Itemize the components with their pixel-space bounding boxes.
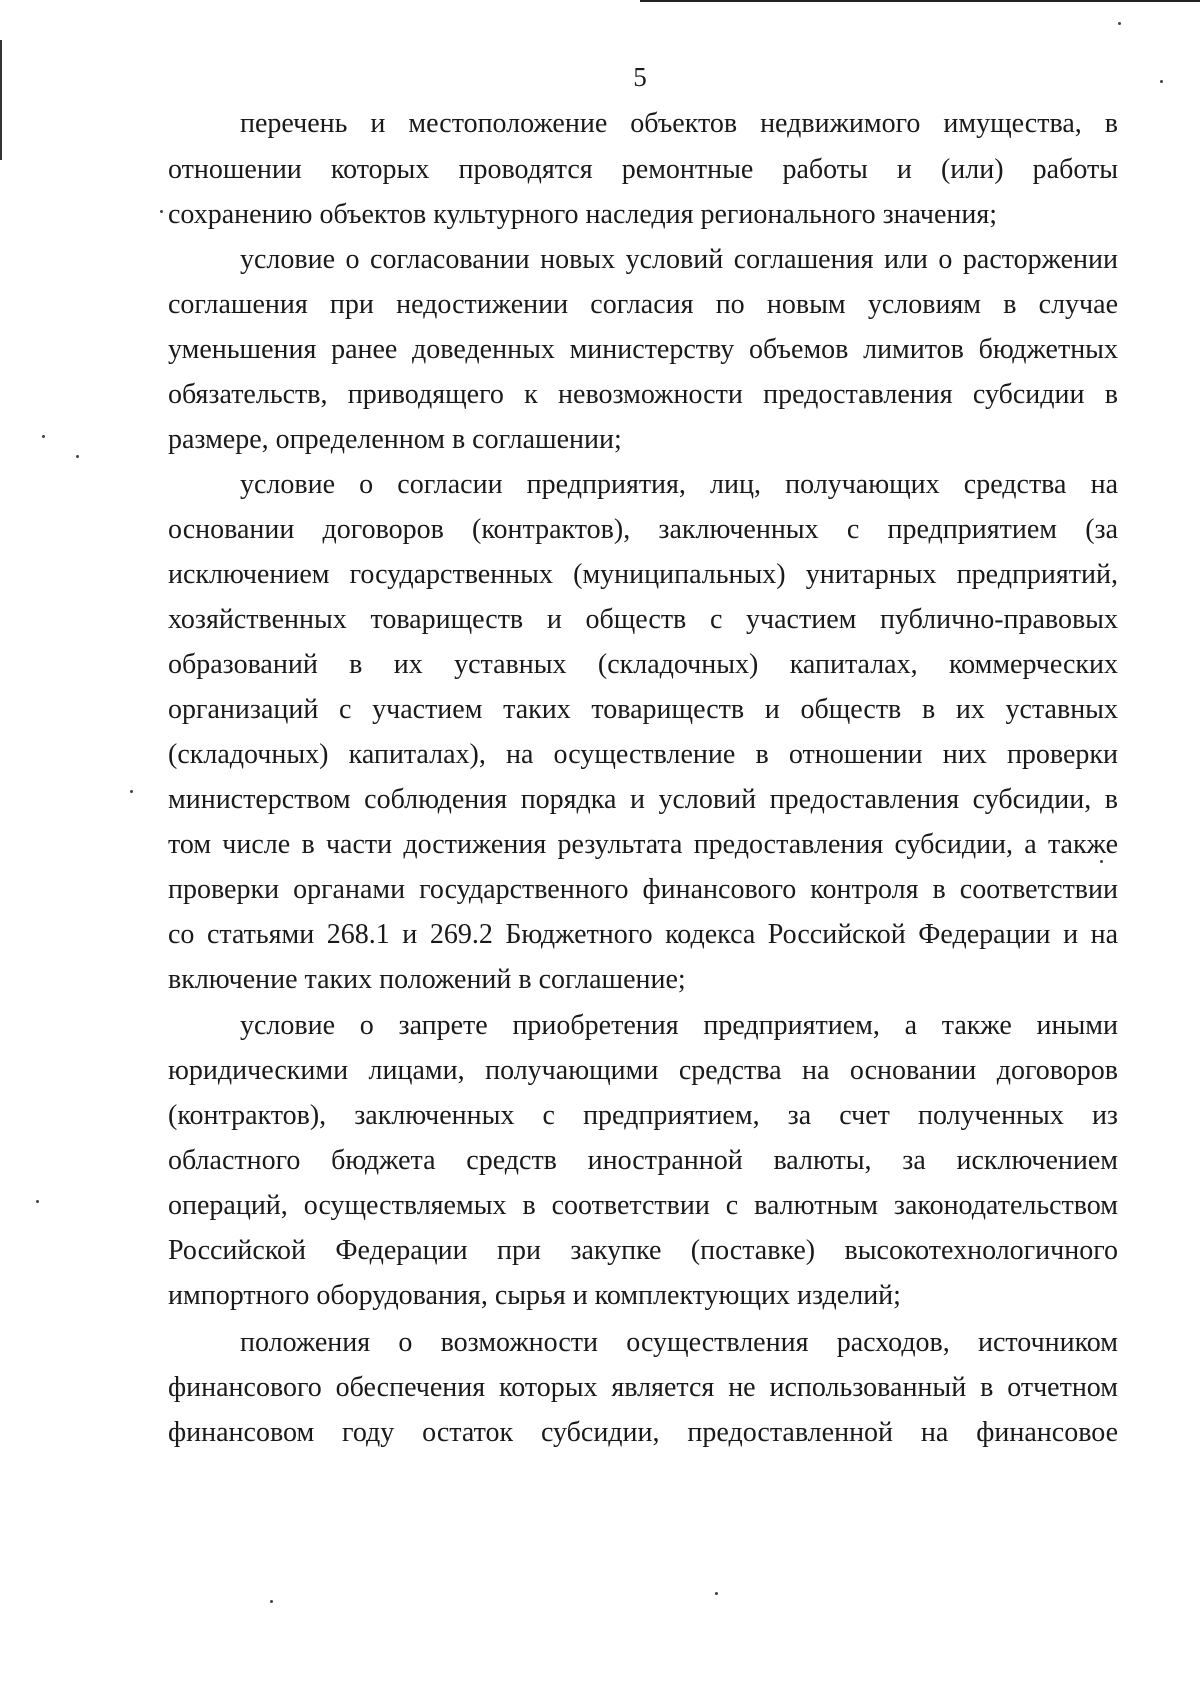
text-line: условие о согласии предприятия, лиц, получающих средства на bbox=[240, 469, 1118, 500]
text-line: юридическими лицами, получающими средства на основании договоров bbox=[168, 1055, 1118, 1086]
text-line: включение таких положений в соглашение; bbox=[168, 964, 686, 995]
scan-speck bbox=[42, 435, 45, 438]
scan-speck bbox=[715, 1592, 718, 1595]
text-line: условие о запрете приобретения предприятием, а также иными bbox=[240, 1010, 1118, 1041]
scan-speck bbox=[160, 210, 163, 213]
left-edge-mark bbox=[0, 40, 2, 160]
scan-speck bbox=[36, 1200, 39, 1203]
text-line: положения о возможности осуществления расходов, источником bbox=[240, 1327, 1118, 1358]
text-line: министерством соблюдения порядка и условий предоставления субсидии, в bbox=[168, 784, 1118, 815]
text-line: образований в их уставных (складочных) капиталах, коммерческих bbox=[168, 649, 1118, 680]
text-line: основании договоров (контрактов), заключенных с предприятием (за bbox=[168, 514, 1118, 545]
text-line: хозяйственных товариществ и обществ с участием публично-правовых bbox=[168, 604, 1118, 635]
scan-speck bbox=[1100, 860, 1103, 863]
scan-speck bbox=[76, 455, 79, 458]
text-line: финансовом году остаток субсидии, предоставленной на финансовое bbox=[168, 1417, 1118, 1448]
scan-speck bbox=[1160, 80, 1163, 83]
text-line: обязательств, приводящего к невозможности предоставления субсидии в bbox=[168, 379, 1118, 410]
scan-speck bbox=[130, 790, 133, 793]
text-line: Российской Федерации при закупке (поставке) высокотехнологичного bbox=[168, 1235, 1118, 1266]
text-line: перечень и местоположение объектов недвижимого имущества, в bbox=[240, 108, 1118, 139]
text-line: операций, осуществляемых в соответствии с валютным законодательством bbox=[168, 1190, 1118, 1221]
top-edge-rule bbox=[640, 0, 1200, 2]
text-line: уменьшения ранее доведенных министерству объемов лимитов бюджетных bbox=[168, 334, 1118, 365]
page-number: 5 bbox=[633, 62, 647, 92]
text-line: импортного оборудования, сырья и комплектующих изделий; bbox=[168, 1280, 901, 1311]
text-line: соглашения при недостижении согласия по новым условиям в случае bbox=[168, 289, 1118, 320]
scan-speck bbox=[1118, 22, 1121, 25]
text-line: организаций с участием таких товариществ и обществ в их уставных bbox=[168, 694, 1118, 725]
text-line: размере, определенном в соглашении; bbox=[168, 424, 622, 455]
text-line: со статьями 268.1 и 269.2 Бюджетного кодекса Российской Федерации и на bbox=[168, 919, 1118, 950]
text-line: (складочных) капиталах), на осуществление в отношении них проверки bbox=[168, 739, 1118, 770]
text-line: финансового обеспечения которых является не использованный в отчетном bbox=[168, 1372, 1118, 1403]
text-line: (контрактов), заключенных с предприятием, за счет полученных из bbox=[168, 1100, 1118, 1131]
text-line: отношении которых проводятся ремонтные работы и (или) работы bbox=[168, 154, 1118, 185]
text-line: исключением государственных (муниципальных) унитарных предприятий, bbox=[168, 559, 1118, 590]
text-line: том числе в части достижения результата предоставления субсидии, а также bbox=[168, 829, 1118, 860]
text-line: условие о согласовании новых условий соглашения или о расторжении bbox=[240, 244, 1118, 275]
text-line: проверки органами государственного финансового контроля в соответствии bbox=[168, 874, 1118, 905]
text-line: областного бюджета средств иностранной валюты, за исключением bbox=[168, 1145, 1118, 1176]
text-line: сохранению объектов культурного наследия регионального значения; bbox=[168, 199, 998, 230]
scan-speck bbox=[270, 1600, 273, 1603]
